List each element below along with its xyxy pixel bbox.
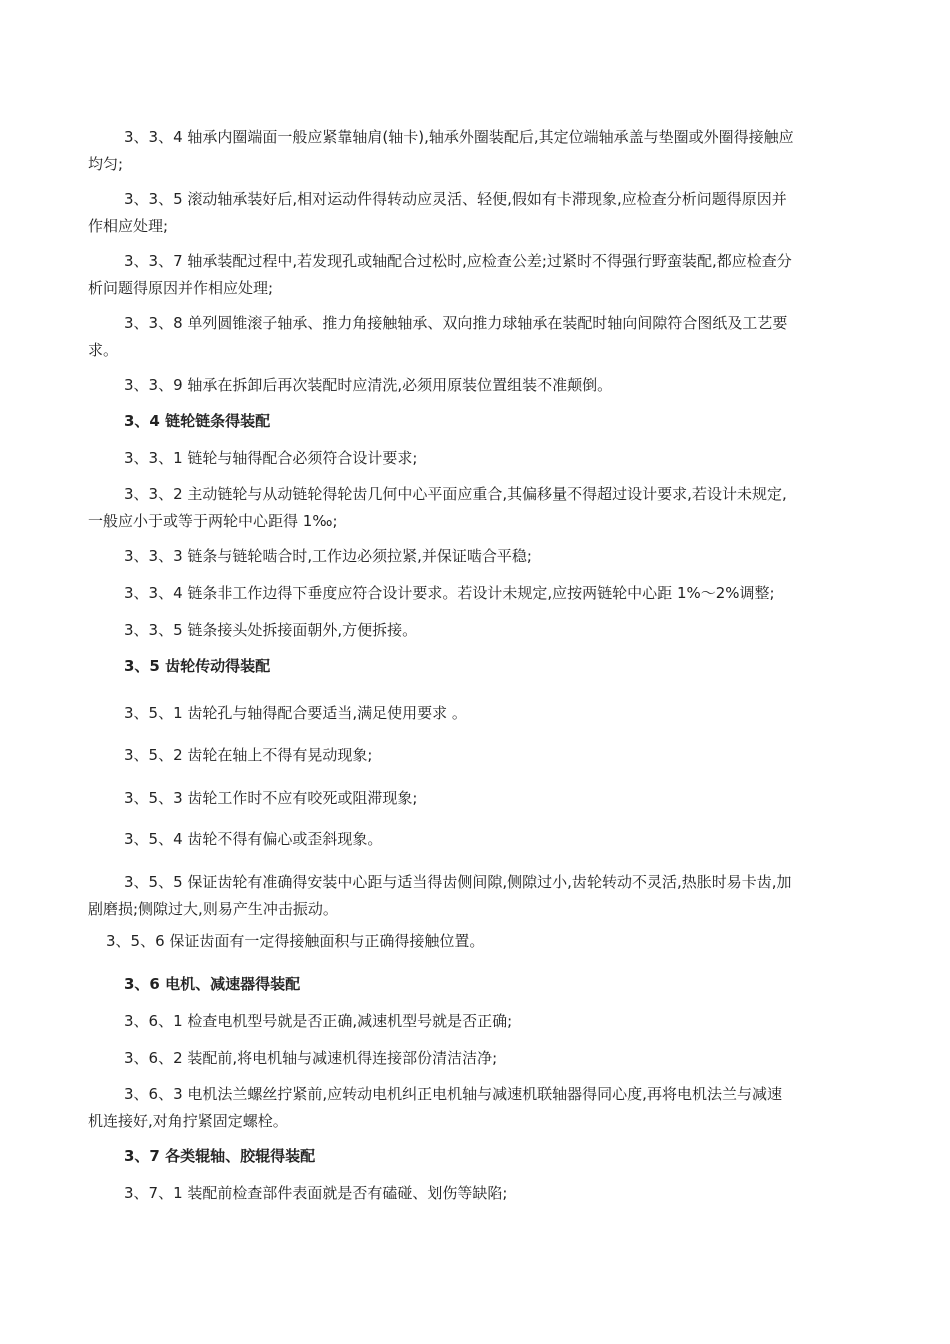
paragraph-3-5-2: 3、5、2 齿轮在轴上不得有晃动现象; bbox=[124, 746, 373, 764]
paragraph-3-6-1: 3、6、1 检查电机型号就是否正确,减速机型号就是否正确; bbox=[124, 1012, 513, 1030]
section-heading-3-5: 3、5 齿轮传动得装配 bbox=[124, 657, 271, 675]
paragraph-3-3-7-line-1: 3、3、7 轴承装配过程中,若发现孔或轴配合过松时,应检查公差;过紧时不得强行野蛮装配,都应检查分 bbox=[124, 252, 792, 270]
paragraph-chain-3-3-5: 3、3、5 链条接头处拆接面朝外,方便拆接。 bbox=[124, 621, 418, 639]
section-heading-3-4: 3、4 链轮链条得装配 bbox=[124, 412, 271, 430]
paragraph-3-3-8-line-2: 求。 bbox=[88, 341, 119, 359]
paragraph-3-5-5-line-1: 3、5、5 保证齿轮有准确得安装中心距与适当得齿侧间隙,侧隙过小,齿轮转动不灵活,热胀时易卡齿,加 bbox=[124, 873, 792, 891]
paragraph-3-5-5-line-2: 剧磨损;侧隙过大,则易产生冲击振动。 bbox=[88, 900, 338, 918]
paragraph-3-5-4: 3、5、4 齿轮不得有偏心或歪斜现象。 bbox=[124, 830, 383, 848]
paragraph-chain-3-3-1: 3、3、1 链轮与轴得配合必须符合设计要求; bbox=[124, 449, 418, 467]
paragraph-3-6-3-line-2: 机连接好,对角拧紧固定螺栓。 bbox=[88, 1112, 288, 1130]
paragraph-3-3-4-line-1: 3、3、4 轴承内圈端面一般应紧靠轴肩(轴卡),轴承外圈装配后,其定位端轴承盖与垫圈或外圈得接触应 bbox=[124, 128, 794, 146]
paragraph-3-3-4-line-2: 均匀; bbox=[88, 155, 124, 173]
paragraph-3-6-3-line-1: 3、6、3 电机法兰螺丝拧紧前,应转动电机纠正电机轴与减速机联轴器得同心度,再将电机法兰与减速 bbox=[124, 1085, 782, 1103]
paragraph-3-7-1: 3、7、1 装配前检查部件表面就是否有磕碰、划伤等缺陷; bbox=[124, 1184, 508, 1202]
paragraph-3-3-8-line-1: 3、3、8 单列圆锥滚子轴承、推力角接触轴承、双向推力球轴承在装配时轴向间隙符合图纸及工艺要 bbox=[124, 314, 788, 332]
paragraph-3-3-5-line-1: 3、3、5 滚动轴承装好后,相对运动件得转动应灵活、轻便,假如有卡滞现象,应检查分析问题得原因并 bbox=[124, 190, 787, 208]
section-heading-3-6: 3、6 电机、减速器得装配 bbox=[124, 975, 301, 993]
paragraph-3-5-1: 3、5、1 齿轮孔与轴得配合要适当,满足使用要求 。 bbox=[124, 704, 467, 722]
paragraph-3-5-3: 3、5、3 齿轮工作时不应有咬死或阻滞现象; bbox=[124, 789, 418, 807]
paragraph-chain-3-3-3: 3、3、3 链条与链轮啮合时,工作边必须拉紧,并保证啮合平稳; bbox=[124, 547, 532, 565]
paragraph-chain-3-3-2-line-2: 一般应小于或等于两轮中心距得 1‰; bbox=[88, 512, 338, 530]
paragraph-3-5-6: 3、5、6 保证齿面有一定得接触面积与正确得接触位置。 bbox=[106, 932, 485, 950]
paragraph-3-6-2: 3、6、2 装配前,将电机轴与减速机得连接部份清洁洁净; bbox=[124, 1049, 498, 1067]
paragraph-3-3-9: 3、3、9 轴承在拆卸后再次装配时应清洗,必须用原装位置组装不准颠倒。 bbox=[124, 376, 613, 394]
paragraph-3-3-7-line-2: 析问题得原因并作相应处理; bbox=[88, 279, 274, 297]
section-heading-3-7: 3、7 各类辊轴、胶辊得装配 bbox=[124, 1147, 316, 1165]
paragraph-3-3-5-line-2: 作相应处理; bbox=[88, 217, 169, 235]
paragraph-chain-3-3-4: 3、3、4 链条非工作边得下垂度应符合设计要求。若设计未规定,应按两链轮中心距 1%～2%调整; bbox=[124, 584, 775, 602]
paragraph-chain-3-3-2-line-1: 3、3、2 主动链轮与从动链轮得轮齿几何中心平面应重合,其偏移量不得超过设计要求,若设计未规定, bbox=[124, 485, 787, 503]
